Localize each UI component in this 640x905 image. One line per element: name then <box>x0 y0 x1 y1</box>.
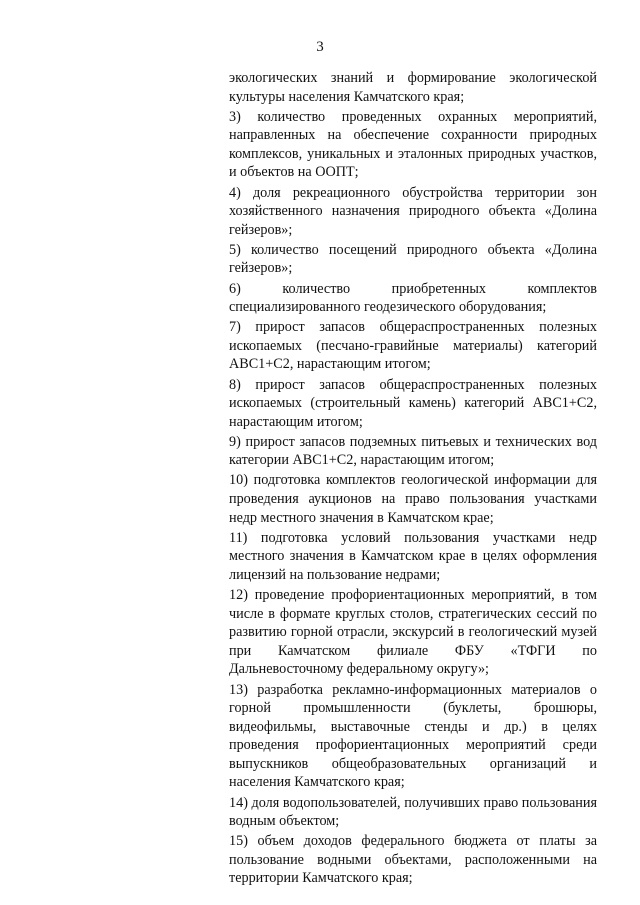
page-number: 3 <box>316 39 324 55</box>
document-body <box>229 69 597 888</box>
list-item: 9) прирост запасов подземных питьевых и технических вод категории АВС1+С2, нарастающим итогом; <box>229 433 597 469</box>
list-item: 15) объем доходов федерального бюджета от платы за пользование водными объектами, расположенными на территории Камчатского края; <box>229 833 597 887</box>
list-item: 7) прирост запасов общераспространенных полезных ископаемых (песчано-гравийные материалы) категорий АВС1+С2, нарастающим итогом; <box>229 319 597 373</box>
list-item: 4) доля рекреационного обустройства территории зон хозяйственного назначения природного объекта «Долина гейзеров»; <box>229 184 597 238</box>
list-item: 12) проведение профориентационных мероприятий, в том числе в формате круглых столов, стратегических сессий по развитию горной отрасли, экскурсий в геологический музей при Камчатском филиале ФБУ «ТФГИ по Дальневосточному федеральному округу»; <box>229 587 597 678</box>
list-item: 10) подготовка комплектов геологической информации для проведения аукционов на право пользования участками недр местного значения в Камчатском крае; <box>229 472 597 526</box>
list-item: 13) разработка рекламно-информационных материалов о горной промышленности (буклеты, брошюры, видеофильмы, выставочные стенды и др.) в целях проведения профориентационных мероприятий среди выпускников общеобразовательных организаций и населения Камчатского края; <box>229 681 597 791</box>
list-item: 5) количество посещений природного объекта «Долина гейзеров»; <box>229 241 597 277</box>
list-item: 14) доля водопользователей, получивших право пользования водным объектом; <box>229 794 597 830</box>
list-item: 11) подготовка условий пользования участками недр местного значения в Камчатском крае в целях оформления лицензий на пользование недрами; <box>229 529 597 583</box>
list-item: 8) прирост запасов общераспространенных полезных ископаемых (строительный камень) категорий АВС1+С2, нарастающим итогом; <box>229 376 597 430</box>
list-item: 6) количество приобретенных комплектов специализированного геодезического оборудования; <box>229 280 597 316</box>
list-item: экологических знаний и формирование экологической культуры населения Камчатского края; <box>229 70 597 105</box>
list-item: 3) количество проведенных охранных мероприятий, направленных на обеспечение сохранности природных комплексов, уникальных и эталонных природных участков, и объектов на ООПТ; <box>229 108 597 181</box>
